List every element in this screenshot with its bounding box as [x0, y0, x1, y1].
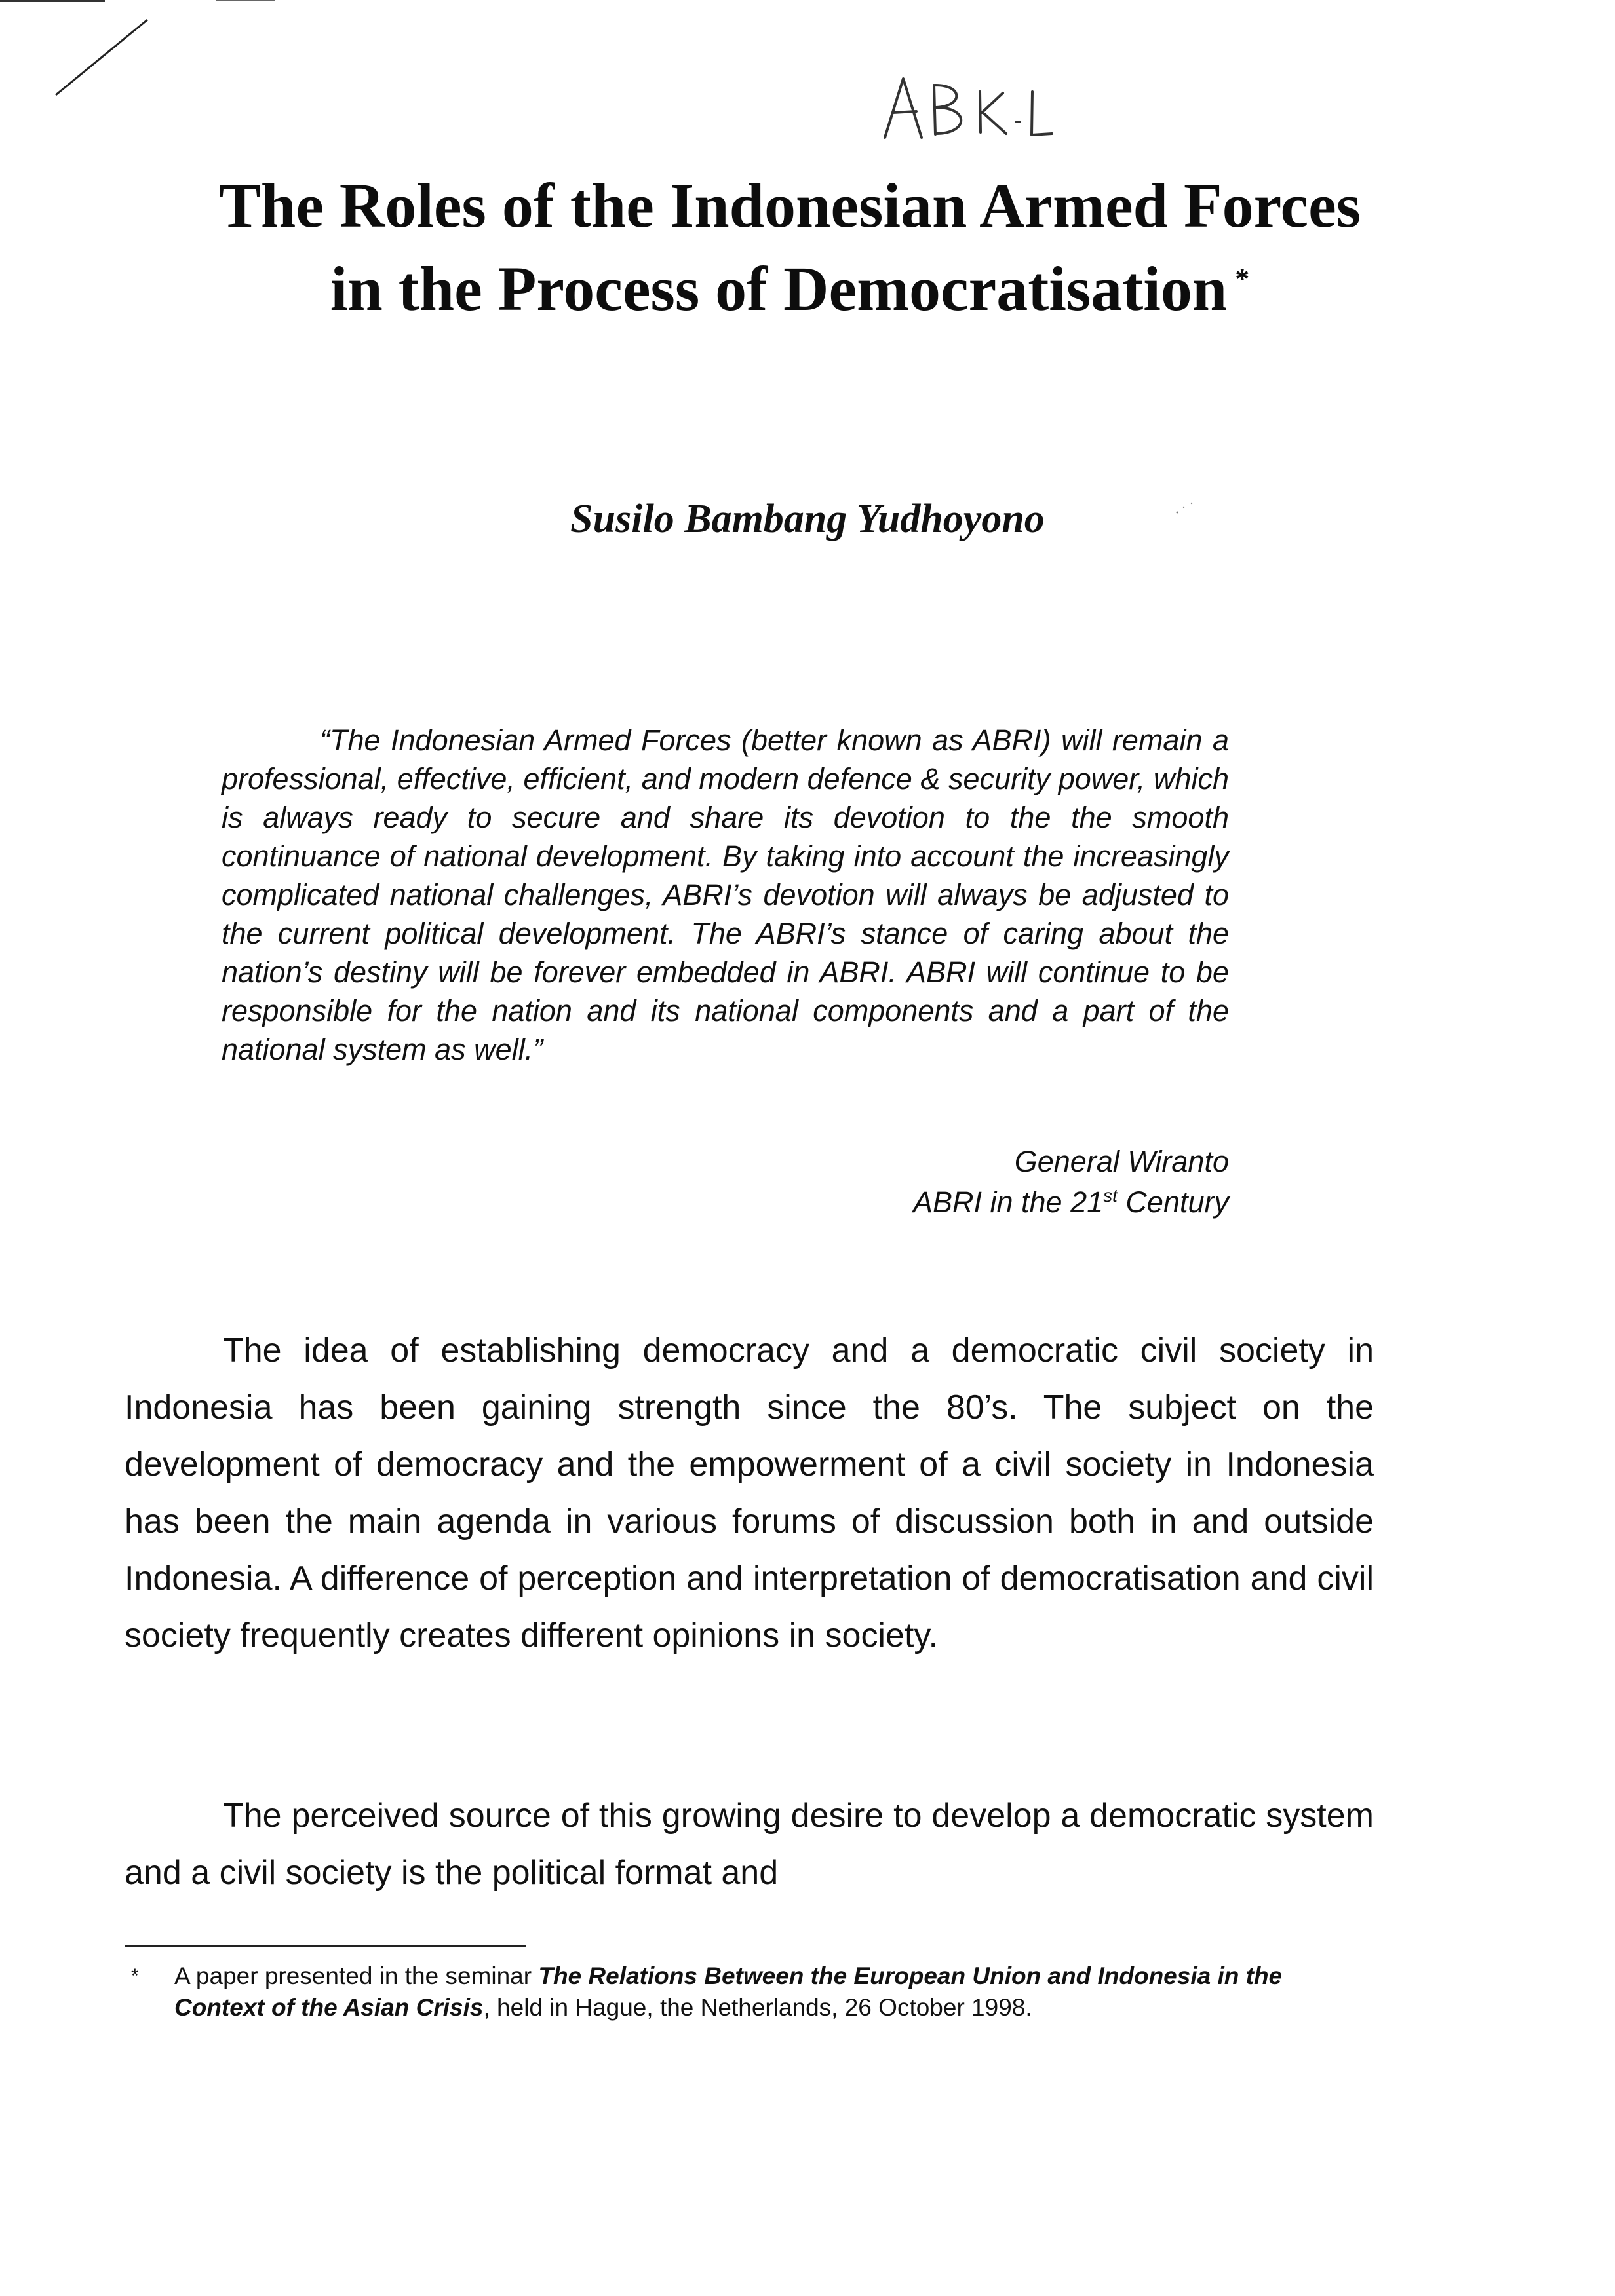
author-name: Susilo Bambang Yudhoyono [570, 497, 1045, 541]
footnote-text-end: , held in Hague, the Netherlands, 26 October 1998. [483, 1994, 1032, 2021]
footnote-seminar-title: The Relations Between the European Union and Indonesia in the Context of the Asian Crisis [174, 1962, 1283, 2021]
scan-edge-line [0, 0, 105, 2]
epigraph-attribution [655, 1141, 1229, 1223]
attribution-name: General Wiranto [1014, 1145, 1229, 1178]
title-line-2: in the Process of Democratisation [330, 254, 1228, 324]
attribution-source-text-end: Century [1117, 1185, 1229, 1219]
footnote-text-start: A paper presented in the seminar [174, 1962, 539, 1989]
pen-slash-mark [39, 13, 157, 105]
title-footnote-marker: * [1235, 263, 1250, 295]
body-paragraph-1: The idea of establishing democracy and a democratic civil society in Indonesia has been gaining strength since the 80’s. The subject on the development of democracy and the empowerment of a civil society in Indonesia has been the main agenda in various forums of discussion both in and outside Indonesia. A difference of perception and interpretation of democratisation and civil society frequently creates different opinions in society. [125, 1331, 1374, 1655]
title-line-1: The Roles of the Indonesian Armed Forces [218, 170, 1361, 240]
scan-speck [1173, 498, 1199, 518]
handwritten-annotation [872, 66, 1068, 144]
footnote [131, 1961, 1376, 2023]
footnote-separator [125, 1945, 526, 1947]
footnote-marker: * [131, 1965, 139, 1987]
attribution-source [655, 1182, 1229, 1223]
document-title [105, 169, 1475, 326]
attribution-source-superscript: st [1103, 1185, 1118, 1206]
attribution-source-text: ABRI in the 21 [912, 1185, 1104, 1219]
scan-edge-line [216, 0, 275, 1]
footnote-text [174, 1961, 1376, 2023]
body-paragraph-2: The perceived source of this growing desire to develop a democratic system and a civil society is the political format and [125, 1797, 1374, 1892]
epigraph-quote: “The Indonesian Armed Forces (better known as ABRI) will remain a professional, effective, efficient, and modern defence & security power, which is always ready to secure and share its devotion to the the smooth continuance of national development. By taking into account the increasingly complicated national challenges, ABRI’s devotion will always be adjusted to the current political development. The ABRI’s stance of caring about the nation’s destiny will be forever embedded in ABRI. ABRI will continue to be responsible for the nation and its national components and a part of the national system as well.” [222, 723, 1229, 1066]
